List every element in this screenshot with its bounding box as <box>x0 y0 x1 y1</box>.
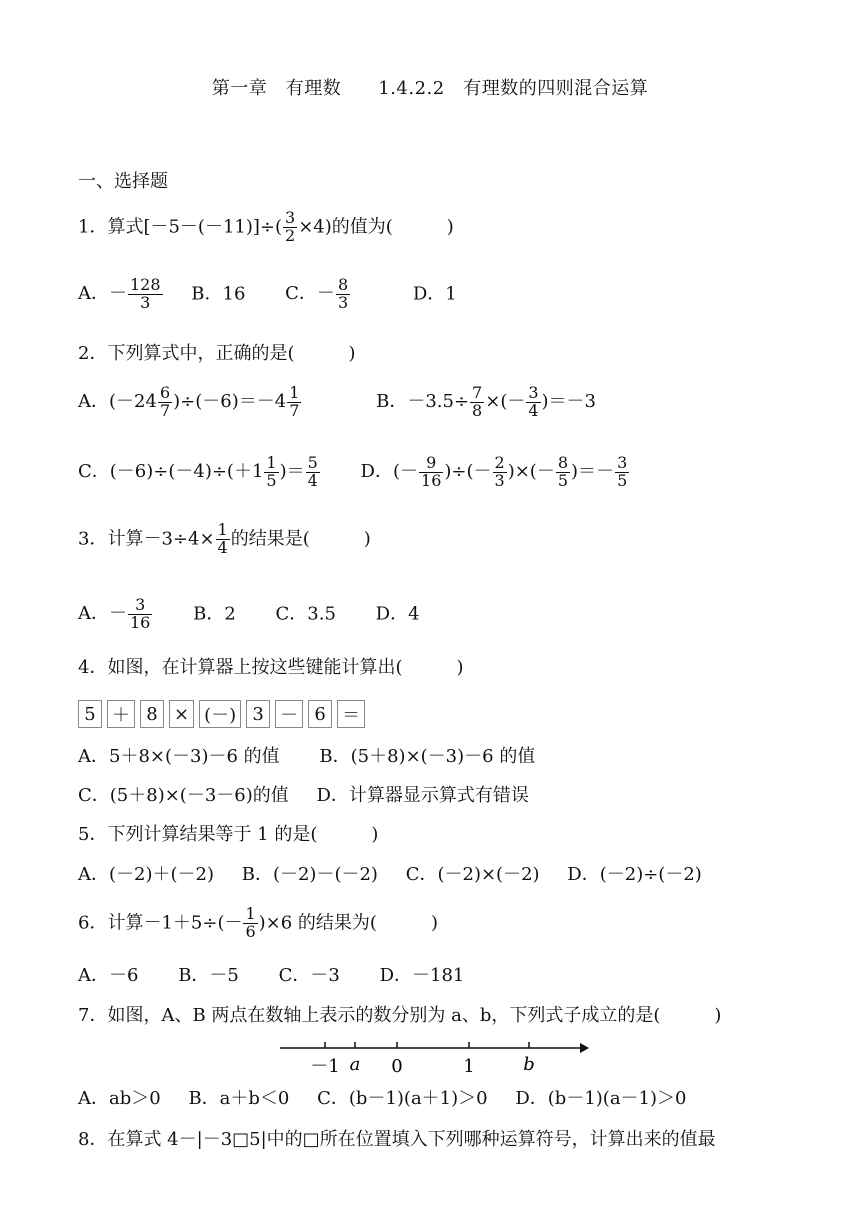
question-5-options <box>78 866 702 884</box>
option-d: D．－181 <box>379 965 465 986</box>
question-1-options <box>78 277 457 312</box>
option-b: B．2 <box>193 603 236 625</box>
calculator-key-sequence <box>78 700 365 728</box>
question-7-options <box>78 1090 686 1108</box>
option-a: A．ab＞0 <box>78 1088 161 1109</box>
question-7-stem: 7．如图，A、B 两点在数轴上表示的数分别为 a、b，下列式子成立的是( ) <box>78 1005 722 1026</box>
page-title: 第一章 有理数 1.4.2.2 有理数的四则混合运算 <box>211 78 649 99</box>
option-a: A．－6 <box>78 965 139 986</box>
q1-stem-part: ×4)的值为( ) <box>298 216 454 238</box>
option-d: D．(－2)÷(－2) <box>567 864 702 885</box>
option-d: D．(b－1)(a－1)＞0 <box>515 1088 687 1109</box>
calc-key: ＝ <box>337 700 365 728</box>
calc-key: ＋ <box>107 700 135 728</box>
section-heading: 一、选择题 <box>78 171 168 192</box>
question-3-stem: 3．计算－3÷4× $\frac{1}{4}$ 的结果是( ) <box>78 520 371 557</box>
fraction: $\frac{1}{6}$ <box>245 904 256 941</box>
question-6-stem: 6．计算－1＋5÷(－ $\frac{1}{6}$ )×6 的结果为( ) <box>78 904 438 941</box>
question-8-stem: 8．在算式 4－|－3□5|中的□所在位置填入下列哪种运算符号，计算出来的值最 <box>78 1129 716 1150</box>
option-b: B．a＋b＜0 <box>188 1088 290 1109</box>
option-a: A．5＋8×(－3)－6 的值 <box>78 746 280 767</box>
option-c: C．－ $\frac{8}{3}$ <box>285 275 349 312</box>
option-b: B．－3.5÷ $\frac{7}{8}$ ×(－ $\frac{3}{4}$ )＝－3 <box>376 383 597 420</box>
calc-key: × <box>169 700 194 728</box>
question-2-options-ab <box>78 385 596 420</box>
label-minus-one: －1 <box>310 1056 340 1077</box>
option-c: C．(－2)×(－2) <box>405 864 540 885</box>
calc-key: 5 <box>78 700 102 728</box>
option-b: B．16 <box>191 283 246 305</box>
option-c: C．(5＋8)×(－3－6)的值 <box>78 785 289 806</box>
label-one: 1 <box>463 1056 475 1077</box>
option-c: C．(b－1)(a＋1)＞0 <box>317 1088 488 1109</box>
arrow-head-icon <box>580 1043 589 1053</box>
question-1-stem <box>78 210 454 245</box>
question-3-options <box>78 597 420 632</box>
label-a: a <box>349 1054 361 1075</box>
calc-key: (－) <box>199 700 241 728</box>
option-b: B．(5＋8)×(－3)－6 的值 <box>319 746 536 767</box>
number-line-figure <box>278 1030 590 1080</box>
option-d: D．1 <box>412 283 457 305</box>
option-d: D．4 <box>375 603 420 625</box>
question-4-options-cd <box>78 787 529 805</box>
option-c: C．3.5 <box>275 603 336 625</box>
question-2-options-cd <box>78 455 630 490</box>
fraction: $\frac{1}{4}$ <box>217 520 228 557</box>
calc-key: 6 <box>308 700 332 728</box>
option-b: B．－5 <box>178 965 239 986</box>
label-b: b <box>523 1054 535 1075</box>
q1-stem-part: 1．算式[－5－(－11)]÷( <box>78 216 283 238</box>
option-d: D．计算器显示算式有错误 <box>316 785 529 806</box>
option-c: C．－3 <box>278 965 340 986</box>
option-a: A．(－2)＋(－2) <box>78 864 214 885</box>
question-4-options-ab <box>78 748 535 766</box>
calc-key: － <box>275 700 303 728</box>
option-a: A．－ $\frac{3}{16}$ <box>78 595 151 632</box>
option-d: D．(－ $\frac{9}{16}$ )÷(－ $\frac{2}{3}$ )×(－ $\frac{8}{5}$ )＝－ $\frac{3}{5}$ <box>360 453 628 490</box>
option-a: A．－ $\frac{128}{3}$ <box>78 275 161 312</box>
option-a: A．(－24 $\frac{6}{7}$ )÷(－6)＝－4 $\frac{1}{7}$ <box>78 383 300 420</box>
calc-key: 3 <box>246 700 270 728</box>
option-c: C．(－6)÷(－4)÷(＋1 $\frac{1}{5}$ )＝ $\frac{5}{4}$ <box>78 453 318 490</box>
calc-key: 8 <box>140 700 164 728</box>
fraction: $\frac{3}{2}$ <box>285 208 296 245</box>
question-6-options <box>78 967 464 985</box>
question-4-stem: 4．如图，在计算器上按这些键能计算出( ) <box>78 657 464 678</box>
question-5-stem: 5．下列计算结果等于 1 的是( ) <box>78 824 379 845</box>
question-2-stem: 2．下列算式中，正确的是( ) <box>78 343 356 364</box>
option-b: B．(－2)－(－2) <box>241 864 378 885</box>
label-zero: 0 <box>391 1056 403 1077</box>
